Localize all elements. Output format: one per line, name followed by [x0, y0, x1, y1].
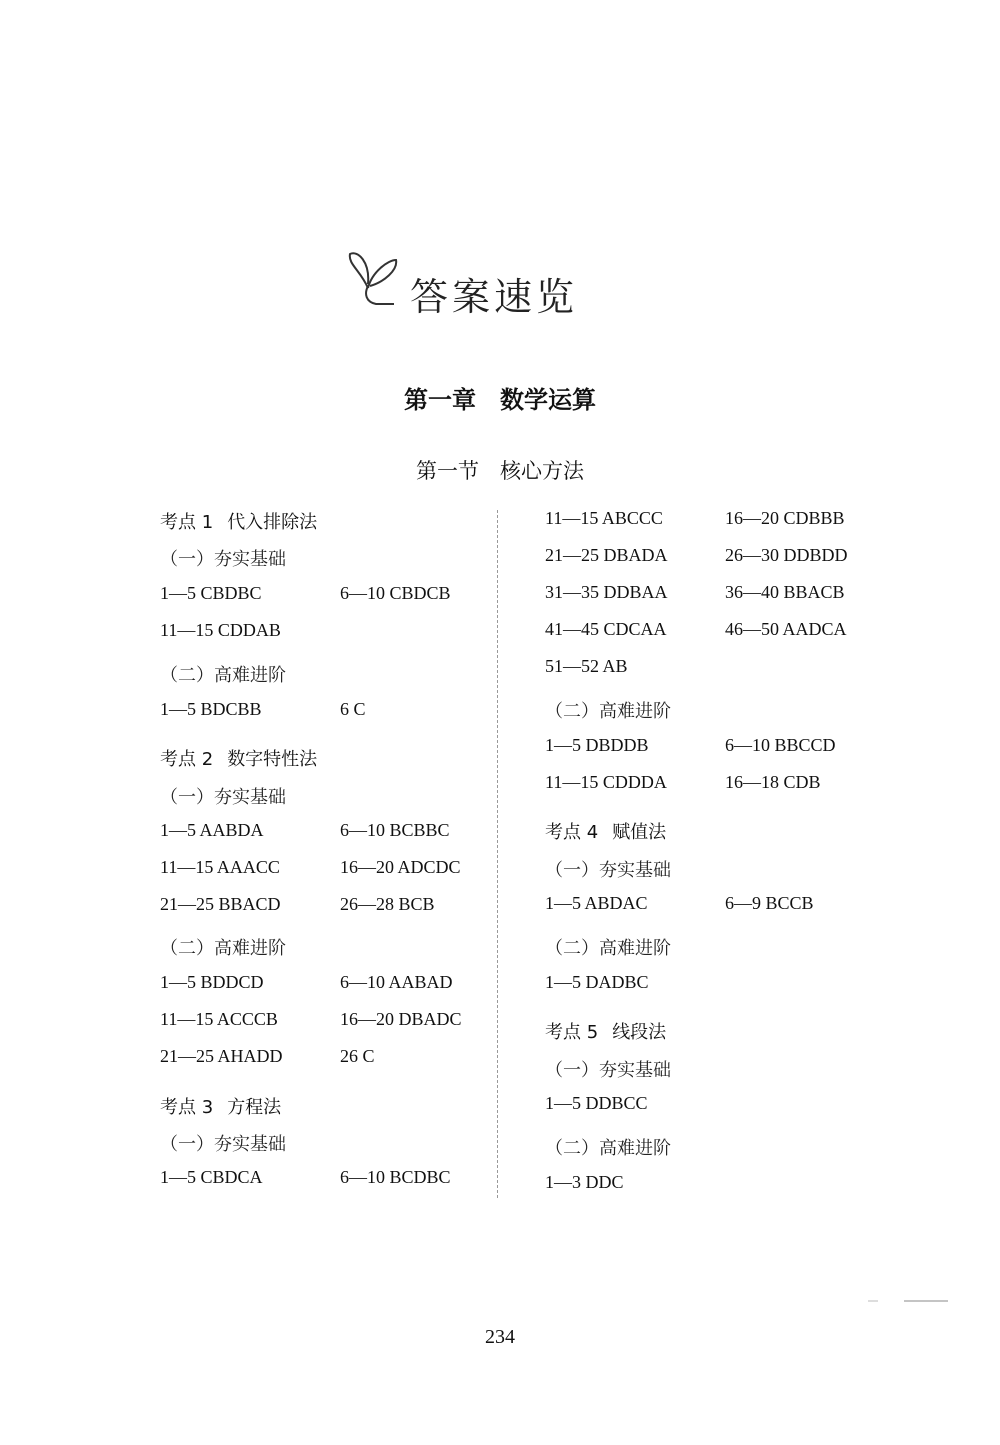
answer-row: 11—15 ABCCC 16—20 CDBBB	[545, 508, 845, 528]
page-number: 234	[485, 1326, 515, 1348]
kp5-heading	[545, 1018, 666, 1044]
kp4-sub2-label: （二）高难进阶	[545, 938, 671, 959]
kp4-sub1-label: （一）夯实基础	[545, 860, 671, 881]
kp4-heading	[545, 818, 666, 844]
kp5-number: 考点 5	[545, 1022, 599, 1043]
kp3-sub2-label: （二）高难进阶	[545, 701, 671, 722]
banner	[346, 240, 666, 320]
kp1-name: 代入排除法	[227, 512, 318, 533]
kp3-heading	[160, 1093, 281, 1119]
answer-row: 21—25 AHADD 26 C	[160, 1046, 375, 1066]
answer-row: 1—5 BDDCD 6—10 AABAD	[160, 972, 453, 992]
footer-decoration	[868, 1300, 948, 1302]
kp5-sub1-label: （一）夯实基础	[545, 1060, 671, 1081]
answer-row: 1—5 DBDDB 6—10 BBCCD	[545, 735, 836, 755]
answer-row: 1—5 AABDA 6—10 BCBBC	[160, 820, 450, 840]
answer-row: 1—5 DDBCC	[545, 1093, 648, 1113]
answer-row: 1—5 ABDAC 6—9 BCCB	[545, 893, 814, 913]
kp1-number: 考点 1	[160, 512, 214, 533]
answer-row: 1—5 CBDCA 6—10 BCDBC	[160, 1167, 451, 1187]
answer-row: 51—52 AB	[545, 656, 628, 676]
answer-row: 11—15 CDDDA 16—18 CDB	[545, 772, 821, 792]
kp5-sub2-label: （二）高难进阶	[545, 1138, 671, 1159]
kp2-heading	[160, 745, 317, 771]
section-title: 第一节 核心方法	[416, 459, 584, 483]
kp1-heading	[160, 508, 317, 534]
answer-row: 31—35 DDBAA 36—40 BBACB	[545, 582, 845, 602]
answer-row: 41—45 CDCAA 46—50 AADCA	[545, 619, 847, 639]
sprout-icon	[346, 244, 410, 314]
kp3-number: 考点 3	[160, 1097, 214, 1118]
kp1-sub1-label: （一）夯实基础	[160, 549, 286, 570]
answer-row: 21—25 BBACD 26—28 BCB	[160, 894, 435, 914]
banner-title: 答案速览	[410, 275, 579, 319]
chapter-title: 第一章 数学运算	[404, 386, 596, 414]
answer-row: 1—3 DDC	[545, 1172, 624, 1192]
column-divider	[497, 510, 498, 1198]
answer-row: 1—5 BDCBB 6 C	[160, 699, 366, 719]
kp2-sub2-label: （二）高难进阶	[160, 938, 286, 959]
answer-row: 1—5 CBDBC 6—10 CBDCB	[160, 583, 451, 603]
answer-row: 11—15 ACCCB 16—20 DBADC	[160, 1009, 462, 1029]
kp4-number: 考点 4	[545, 822, 599, 843]
kp1-sub2-label: （二）高难进阶	[160, 665, 286, 686]
answer-row: 11—15 AAACC 16—20 ADCDC	[160, 857, 461, 877]
kp2-name: 数字特性法	[227, 749, 318, 770]
kp2-number: 考点 2	[160, 749, 214, 770]
kp5-name: 线段法	[612, 1022, 667, 1043]
kp4-name: 赋值法	[612, 822, 667, 843]
answer-row: 1—5 DADBC	[545, 972, 649, 992]
answer-row: 21—25 DBADA 26—30 DDBDD	[545, 545, 848, 565]
kp2-sub1-label: （一）夯实基础	[160, 787, 286, 808]
answer-row: 11—15 CDDAB	[160, 620, 281, 640]
kp3-sub1-label: （一）夯实基础	[160, 1134, 286, 1155]
kp3-name: 方程法	[227, 1097, 282, 1118]
